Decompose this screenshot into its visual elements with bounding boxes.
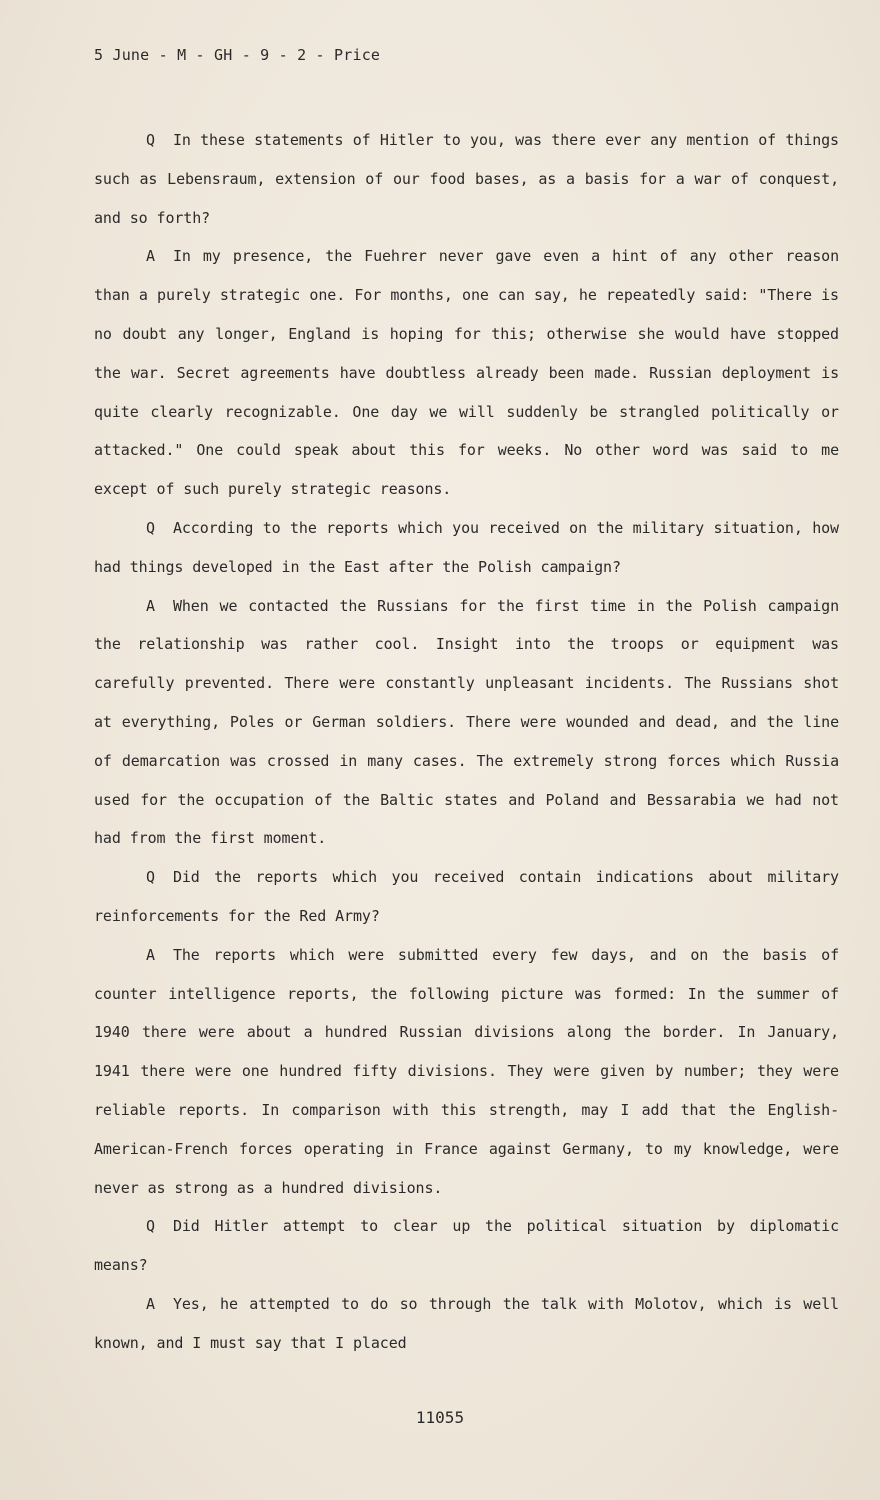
answer-paragraph	[94, 1285, 839, 1363]
paragraph-text: When we contacted the Russians for the first time in the Polish campaign the relationship was rather cool. Insight into the troops or equipment was carefully prevented. There were constantly unpleasant incidents. The Russians shot at everything, Poles or German soldiers. There were wounded and dead, and the line of demarcation was crossed in many cases. The extremely strong forces which Russia used for the occupation of the Baltic states and Poland and Bessarabia we had not had from the first moment.	[94, 596, 839, 848]
question-paragraph	[94, 858, 839, 936]
paragraph-text: Did Hitler attempt to clear up the political situation by diplomatic means?	[94, 1217, 839, 1275]
paragraph-text: According to the reports which you received on the military situation, how had things developed in the East after the Polish campaign?	[94, 518, 839, 576]
paragraph-text: Did the reports which you received contain indications about military reinforcements for the Red Army?	[94, 868, 839, 925]
speaker-mark: A	[146, 945, 155, 964]
speaker-mark: A	[146, 596, 155, 615]
paragraph-text: The reports which were submitted every few days, and on the basis of counter intelligence reports, the following picture was formed: In the summer of 1940 there were about a hundred Russian divisions along the border. In January, 1941 there were one hundred fifty divisions. They were given by number; they were reliable reports. In comparison with this strength, may I add that the English-American-French forces operating in France against Germany, to my knowledge, were never as strong as a hundred divisions.	[94, 945, 839, 1197]
question-paragraph	[94, 1207, 839, 1285]
speaker-mark: A	[146, 247, 155, 266]
speaker-mark: A	[146, 1294, 155, 1313]
question-paragraph	[94, 121, 839, 237]
answer-paragraph	[94, 237, 839, 509]
answer-paragraph	[94, 587, 839, 859]
paragraph-text: Yes, he attempted to do so through the talk with Molotov, which is well known, and I must say that I placed	[94, 1294, 839, 1352]
answer-paragraph	[94, 936, 839, 1208]
page-number: 11055	[415, 1408, 465, 1427]
paragraph-text: In these statements of Hitler to you, was there ever any mention of things such as Lebensraum, extension of our food bases, as a basis for a war of conquest, and so forth?	[94, 131, 839, 227]
speaker-mark: Q	[146, 1217, 155, 1236]
speaker-mark: Q	[146, 868, 155, 887]
paragraph-text: In my presence, the Fuehrer never gave even a hint of any other reason than a purely strategic one. For months, one can say, he repeatedly said: "There is no doubt any longer, England is hoping for this; otherwise she would have stopped the war. Secret agreements have doubtless already been made. Russian deployment is quite clearly recognizable. One day we will suddenly be strangled politically or attacked." One could speak about this for weeks. No other word was said to me except of such purely strategic reasons.	[94, 247, 839, 499]
speaker-mark: Q	[146, 518, 155, 537]
speaker-mark: Q	[146, 131, 155, 149]
testimony-body	[94, 121, 839, 1363]
page-header: 5 June - M - GH - 9 - 2 - Price	[94, 46, 381, 64]
question-paragraph	[94, 509, 839, 587]
